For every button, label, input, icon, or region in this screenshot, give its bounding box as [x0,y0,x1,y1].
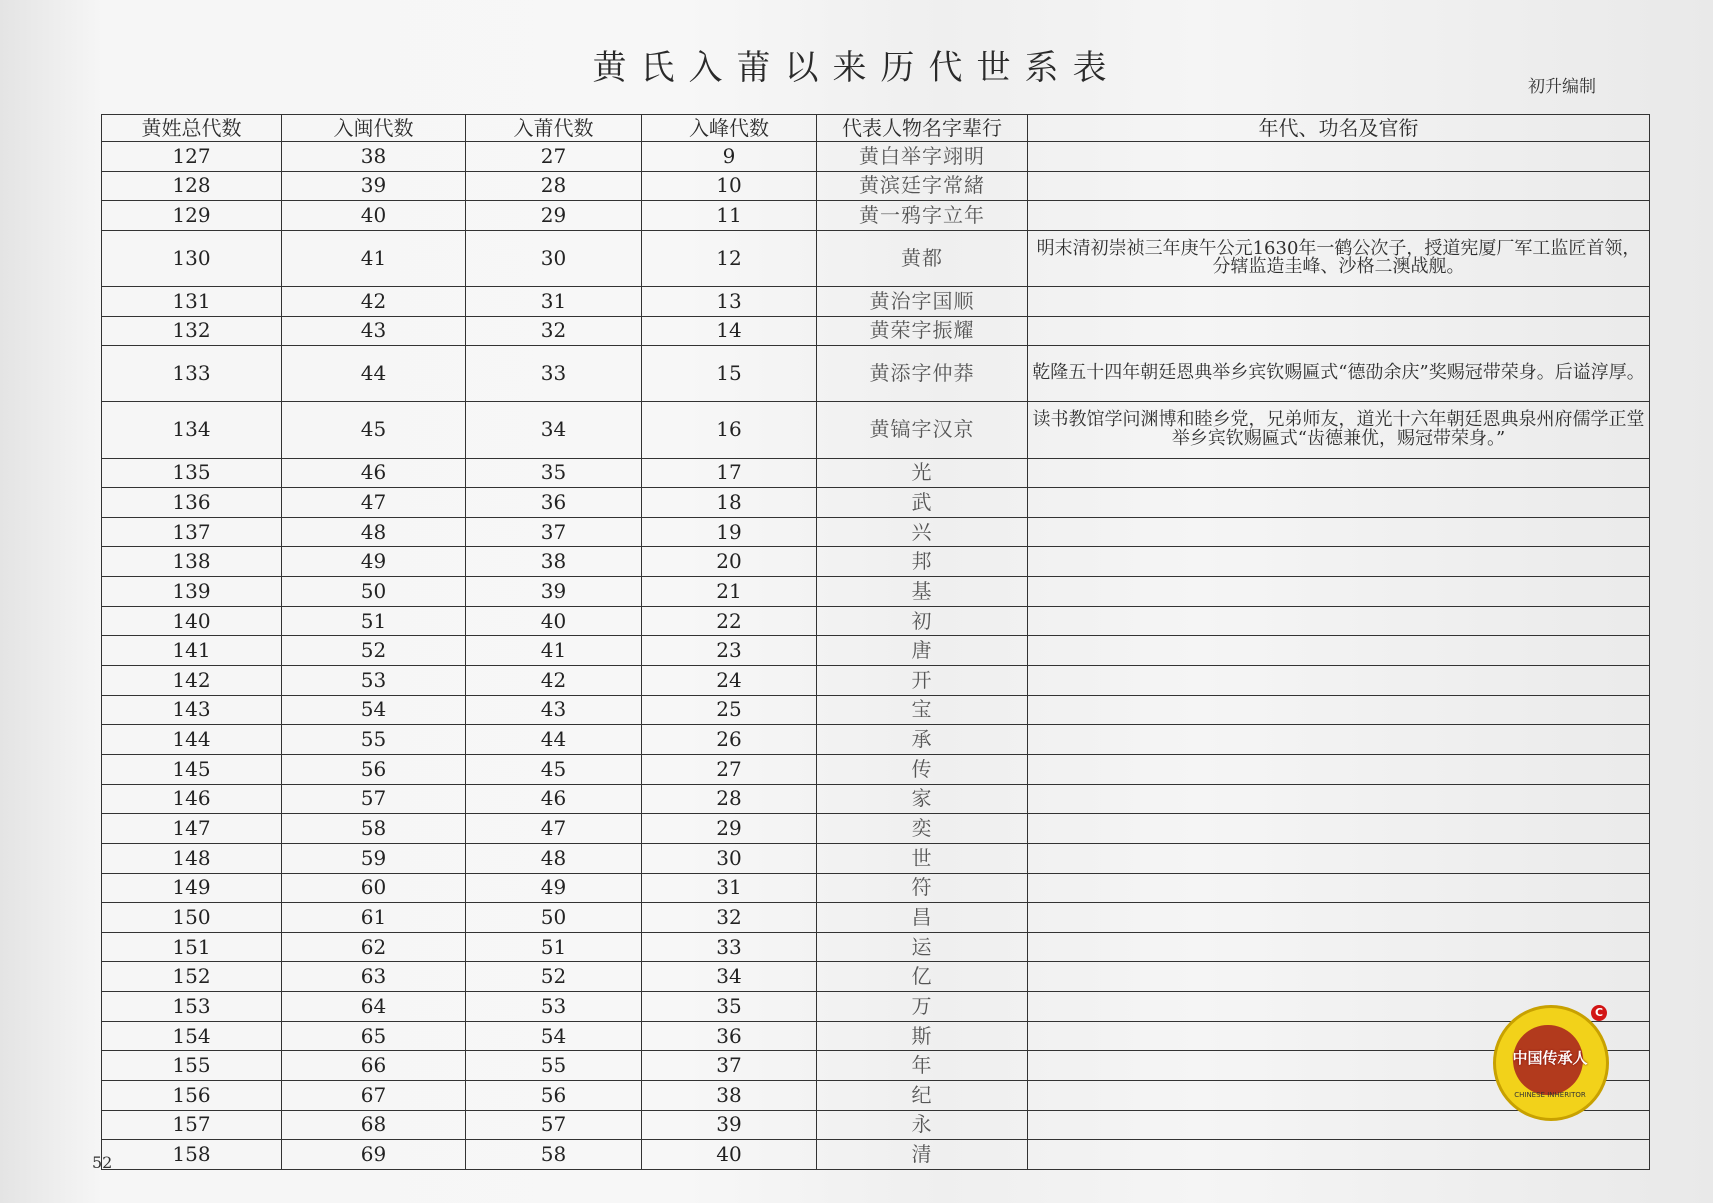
cell-pu-generation: 50 [466,903,642,933]
cell-min-generation: 55 [282,725,466,755]
genealogy-table [101,114,1650,1170]
table-row [102,606,1650,636]
cell-representative-name: 黄都 [817,230,1028,286]
table-row [102,346,1650,402]
cell-min-generation: 44 [282,346,466,402]
cell-min-generation: 63 [282,962,466,992]
cell-total-generation: 158 [102,1140,282,1170]
table-row [102,962,1650,992]
table-row [102,402,1650,458]
cell-min-generation: 60 [282,873,466,903]
cell-representative-name: 清 [817,1140,1028,1170]
cell-representative-name: 开 [817,666,1028,696]
cell-total-generation: 137 [102,517,282,547]
cell-min-generation: 67 [282,1080,466,1110]
cell-representative-name: 斯 [817,1021,1028,1051]
cell-pu-generation: 57 [466,1110,642,1140]
cell-total-generation: 136 [102,488,282,518]
compiler-note: 初升编制 [1528,77,1596,97]
table-row [102,1021,1650,1051]
cell-total-generation: 142 [102,666,282,696]
cell-pu-generation: 29 [466,201,642,231]
cell-total-generation: 146 [102,784,282,814]
table-row [102,547,1650,577]
cell-pu-generation: 28 [466,171,642,201]
cell-era-and-titles [1028,517,1650,547]
cell-pu-generation: 47 [466,814,642,844]
cell-pu-generation: 55 [466,1051,642,1081]
cell-min-generation: 68 [282,1110,466,1140]
cell-min-generation: 43 [282,316,466,346]
cell-feng-generation: 33 [642,932,817,962]
table-row [102,1051,1650,1081]
table-row [102,577,1650,607]
table-row [102,754,1650,784]
cell-era-and-titles [1028,754,1650,784]
cell-total-generation: 144 [102,725,282,755]
cell-representative-name: 宝 [817,695,1028,725]
cell-total-generation: 156 [102,1080,282,1110]
cell-era-and-titles [1028,316,1650,346]
cell-feng-generation: 31 [642,873,817,903]
cell-feng-generation: 40 [642,1140,817,1170]
cell-feng-generation: 27 [642,754,817,784]
cell-era-and-titles [1028,636,1650,666]
cell-min-generation: 48 [282,517,466,547]
table-row [102,458,1650,488]
cell-min-generation: 65 [282,1021,466,1051]
cell-representative-name: 邦 [817,547,1028,577]
header-era-and-titles: 年代、功名及官衔 [1028,115,1650,142]
cell-total-generation: 140 [102,606,282,636]
cell-era-and-titles [1028,725,1650,755]
cell-era-and-titles [1028,932,1650,962]
page-number: 52 [92,1153,113,1172]
cell-pu-generation: 30 [466,230,642,286]
cell-representative-name: 黄白举字翊明 [817,142,1028,172]
cell-representative-name: 奕 [817,814,1028,844]
cell-total-generation: 155 [102,1051,282,1081]
cell-era-and-titles [1028,873,1650,903]
cell-feng-generation: 17 [642,458,817,488]
cell-era-and-titles [1028,666,1650,696]
cell-pu-generation: 43 [466,695,642,725]
cell-min-generation: 52 [282,636,466,666]
table-row [102,230,1650,286]
cell-total-generation: 150 [102,903,282,933]
cell-total-generation: 154 [102,1021,282,1051]
cell-total-generation: 129 [102,201,282,231]
table-row [102,171,1650,201]
logo-label: 中国传承人 [1512,1049,1588,1067]
cell-min-generation: 41 [282,230,466,286]
cell-era-and-titles [1028,547,1650,577]
cell-pu-generation: 35 [466,458,642,488]
cell-total-generation: 153 [102,992,282,1022]
table-row [102,932,1650,962]
cell-feng-generation: 15 [642,346,817,402]
cell-min-generation: 53 [282,666,466,696]
cell-feng-generation: 23 [642,636,817,666]
cell-feng-generation: 19 [642,517,817,547]
cell-representative-name: 武 [817,488,1028,518]
cell-representative-name: 年 [817,1051,1028,1081]
cell-min-generation: 46 [282,458,466,488]
cell-era-and-titles [1028,962,1650,992]
cell-representative-name: 黄治字国顺 [817,287,1028,317]
cell-feng-generation: 26 [642,725,817,755]
cell-pu-generation: 39 [466,577,642,607]
cell-feng-generation: 10 [642,171,817,201]
header-feng-generation: 入峰代数 [642,115,817,142]
cell-total-generation: 157 [102,1110,282,1140]
cell-total-generation: 149 [102,873,282,903]
cell-feng-generation: 12 [642,230,817,286]
cell-era-and-titles [1028,458,1650,488]
cell-pu-generation: 33 [466,346,642,402]
cell-feng-generation: 22 [642,606,817,636]
cell-pu-generation: 51 [466,932,642,962]
cell-pu-generation: 58 [466,1140,642,1170]
table-row [102,843,1650,873]
cell-era-and-titles [1028,488,1650,518]
cell-total-generation: 134 [102,402,282,458]
cell-pu-generation: 44 [466,725,642,755]
copyright-icon: C [1591,1005,1607,1021]
cell-min-generation: 42 [282,287,466,317]
table-row [102,1140,1650,1170]
cell-total-generation: 138 [102,547,282,577]
table-row [102,725,1650,755]
cell-representative-name: 万 [817,992,1028,1022]
cell-representative-name: 黄镐字汉京 [817,402,1028,458]
cell-pu-generation: 49 [466,873,642,903]
cell-total-generation: 132 [102,316,282,346]
cell-pu-generation: 38 [466,547,642,577]
table-row [102,636,1650,666]
cell-representative-name: 家 [817,784,1028,814]
cell-pu-generation: 52 [466,962,642,992]
cell-representative-name: 基 [817,577,1028,607]
cell-era-and-titles: 读书教馆学问渊博和睦乡党，兄弟师友，道光十六年朝廷恩典泉州府儒学正堂举乡宾钦赐匾式“齿德兼优，赐冠带荣身。” [1028,402,1650,458]
cell-feng-generation: 13 [642,287,817,317]
table-row [102,814,1650,844]
cell-pu-generation: 40 [466,606,642,636]
cell-feng-generation: 25 [642,695,817,725]
cell-feng-generation: 32 [642,903,817,933]
cell-pu-generation: 48 [466,843,642,873]
cell-representative-name: 运 [817,932,1028,962]
cell-min-generation: 69 [282,1140,466,1170]
cell-era-and-titles [1028,287,1650,317]
cell-total-generation: 151 [102,932,282,962]
cell-pu-generation: 53 [466,992,642,1022]
cell-era-and-titles [1028,814,1650,844]
cell-representative-name: 兴 [817,517,1028,547]
cell-feng-generation: 38 [642,1080,817,1110]
cell-era-and-titles [1028,201,1650,231]
cell-total-generation: 152 [102,962,282,992]
cell-min-generation: 61 [282,903,466,933]
cell-total-generation: 139 [102,577,282,607]
logo-sub-label: CHINESE INHERITOR [1514,1091,1586,1099]
cell-min-generation: 59 [282,843,466,873]
cell-pu-generation: 45 [466,754,642,784]
table-row [102,666,1650,696]
cell-min-generation: 39 [282,171,466,201]
cell-representative-name: 光 [817,458,1028,488]
cell-representative-name: 符 [817,873,1028,903]
cell-feng-generation: 35 [642,992,817,1022]
cell-total-generation: 141 [102,636,282,666]
cell-pu-generation: 27 [466,142,642,172]
cell-era-and-titles [1028,171,1650,201]
cell-pu-generation: 37 [466,517,642,547]
cell-feng-generation: 20 [642,547,817,577]
cell-min-generation: 40 [282,201,466,231]
cell-representative-name: 唐 [817,636,1028,666]
cell-era-and-titles [1028,695,1650,725]
header-total-generation: 黄姓总代数 [102,115,282,142]
table-row [102,784,1650,814]
table-row [102,992,1650,1022]
cell-pu-generation: 46 [466,784,642,814]
cell-min-generation: 51 [282,606,466,636]
cell-total-generation: 143 [102,695,282,725]
cell-total-generation: 135 [102,458,282,488]
header-min-generation: 入闽代数 [282,115,466,142]
cell-min-generation: 57 [282,784,466,814]
cell-era-and-titles [1028,142,1650,172]
cell-feng-generation: 34 [642,962,817,992]
cell-pu-generation: 36 [466,488,642,518]
cell-min-generation: 62 [282,932,466,962]
cell-total-generation: 133 [102,346,282,402]
cell-representative-name: 黄荣字振耀 [817,316,1028,346]
cell-feng-generation: 24 [642,666,817,696]
cell-total-generation: 128 [102,171,282,201]
cell-representative-name: 昌 [817,903,1028,933]
cell-era-and-titles [1028,577,1650,607]
cell-min-generation: 56 [282,754,466,784]
cell-era-and-titles [1028,903,1650,933]
cell-representative-name: 世 [817,843,1028,873]
cell-era-and-titles [1028,843,1650,873]
cell-feng-generation: 11 [642,201,817,231]
cell-min-generation: 66 [282,1051,466,1081]
cell-total-generation: 131 [102,287,282,317]
table-row [102,517,1650,547]
table-row [102,201,1650,231]
cell-min-generation: 38 [282,142,466,172]
cell-min-generation: 58 [282,814,466,844]
cell-pu-generation: 54 [466,1021,642,1051]
cell-pu-generation: 41 [466,636,642,666]
page-title: 黄氏入莆以来历代世系表 [592,48,1121,88]
table-body [102,142,1650,1170]
header-pu-generation: 入莆代数 [466,115,642,142]
cell-min-generation: 47 [282,488,466,518]
cell-min-generation: 50 [282,577,466,607]
table-row [102,316,1650,346]
cell-total-generation: 148 [102,843,282,873]
chinese-inheritor-logo [1493,1005,1609,1121]
cell-representative-name: 传 [817,754,1028,784]
cell-feng-generation: 14 [642,316,817,346]
cell-min-generation: 45 [282,402,466,458]
cell-representative-name: 亿 [817,962,1028,992]
cell-min-generation: 64 [282,992,466,1022]
cell-feng-generation: 37 [642,1051,817,1081]
cell-representative-name: 纪 [817,1080,1028,1110]
table-row [102,142,1650,172]
cell-pu-generation: 32 [466,316,642,346]
cell-total-generation: 147 [102,814,282,844]
cell-era-and-titles: 明末清初崇祯三年庚午公元1630年一鹤公次子，授道宪厦厂军工监匠首领，分辖监造圭峰、沙格二澳战舰。 [1028,230,1650,286]
cell-feng-generation: 30 [642,843,817,873]
cell-pu-generation: 42 [466,666,642,696]
cell-feng-generation: 36 [642,1021,817,1051]
cell-total-generation: 127 [102,142,282,172]
cell-total-generation: 130 [102,230,282,286]
cell-representative-name: 黄添字仲莽 [817,346,1028,402]
cell-era-and-titles [1028,606,1650,636]
table-row [102,488,1650,518]
cell-era-and-titles [1028,1140,1650,1170]
cell-representative-name: 初 [817,606,1028,636]
cell-min-generation: 49 [282,547,466,577]
cell-total-generation: 145 [102,754,282,784]
cell-era-and-titles: 乾隆五十四年朝廷恩典举乡宾钦赐匾式“德劭余庆”奖赐冠带荣身。后谥淳厚。 [1028,346,1650,402]
header-representative-name: 代表人物名字辈行 [817,115,1028,142]
cell-feng-generation: 16 [642,402,817,458]
cell-pu-generation: 34 [466,402,642,458]
table-row [102,695,1650,725]
cell-feng-generation: 39 [642,1110,817,1140]
table-row [102,903,1650,933]
table-header-row [102,115,1650,142]
cell-representative-name: 承 [817,725,1028,755]
cell-representative-name: 黄一鸦字立年 [817,201,1028,231]
cell-min-generation: 54 [282,695,466,725]
cell-pu-generation: 31 [466,287,642,317]
cell-feng-generation: 28 [642,784,817,814]
cell-representative-name: 黄滨廷字常緒 [817,171,1028,201]
cell-pu-generation: 56 [466,1080,642,1110]
cell-era-and-titles [1028,784,1650,814]
cell-representative-name: 永 [817,1110,1028,1140]
cell-feng-generation: 18 [642,488,817,518]
table-row [102,1080,1650,1110]
table-row [102,873,1650,903]
cell-feng-generation: 21 [642,577,817,607]
table-row [102,1110,1650,1140]
cell-feng-generation: 29 [642,814,817,844]
table-row [102,287,1650,317]
cell-feng-generation: 9 [642,142,817,172]
